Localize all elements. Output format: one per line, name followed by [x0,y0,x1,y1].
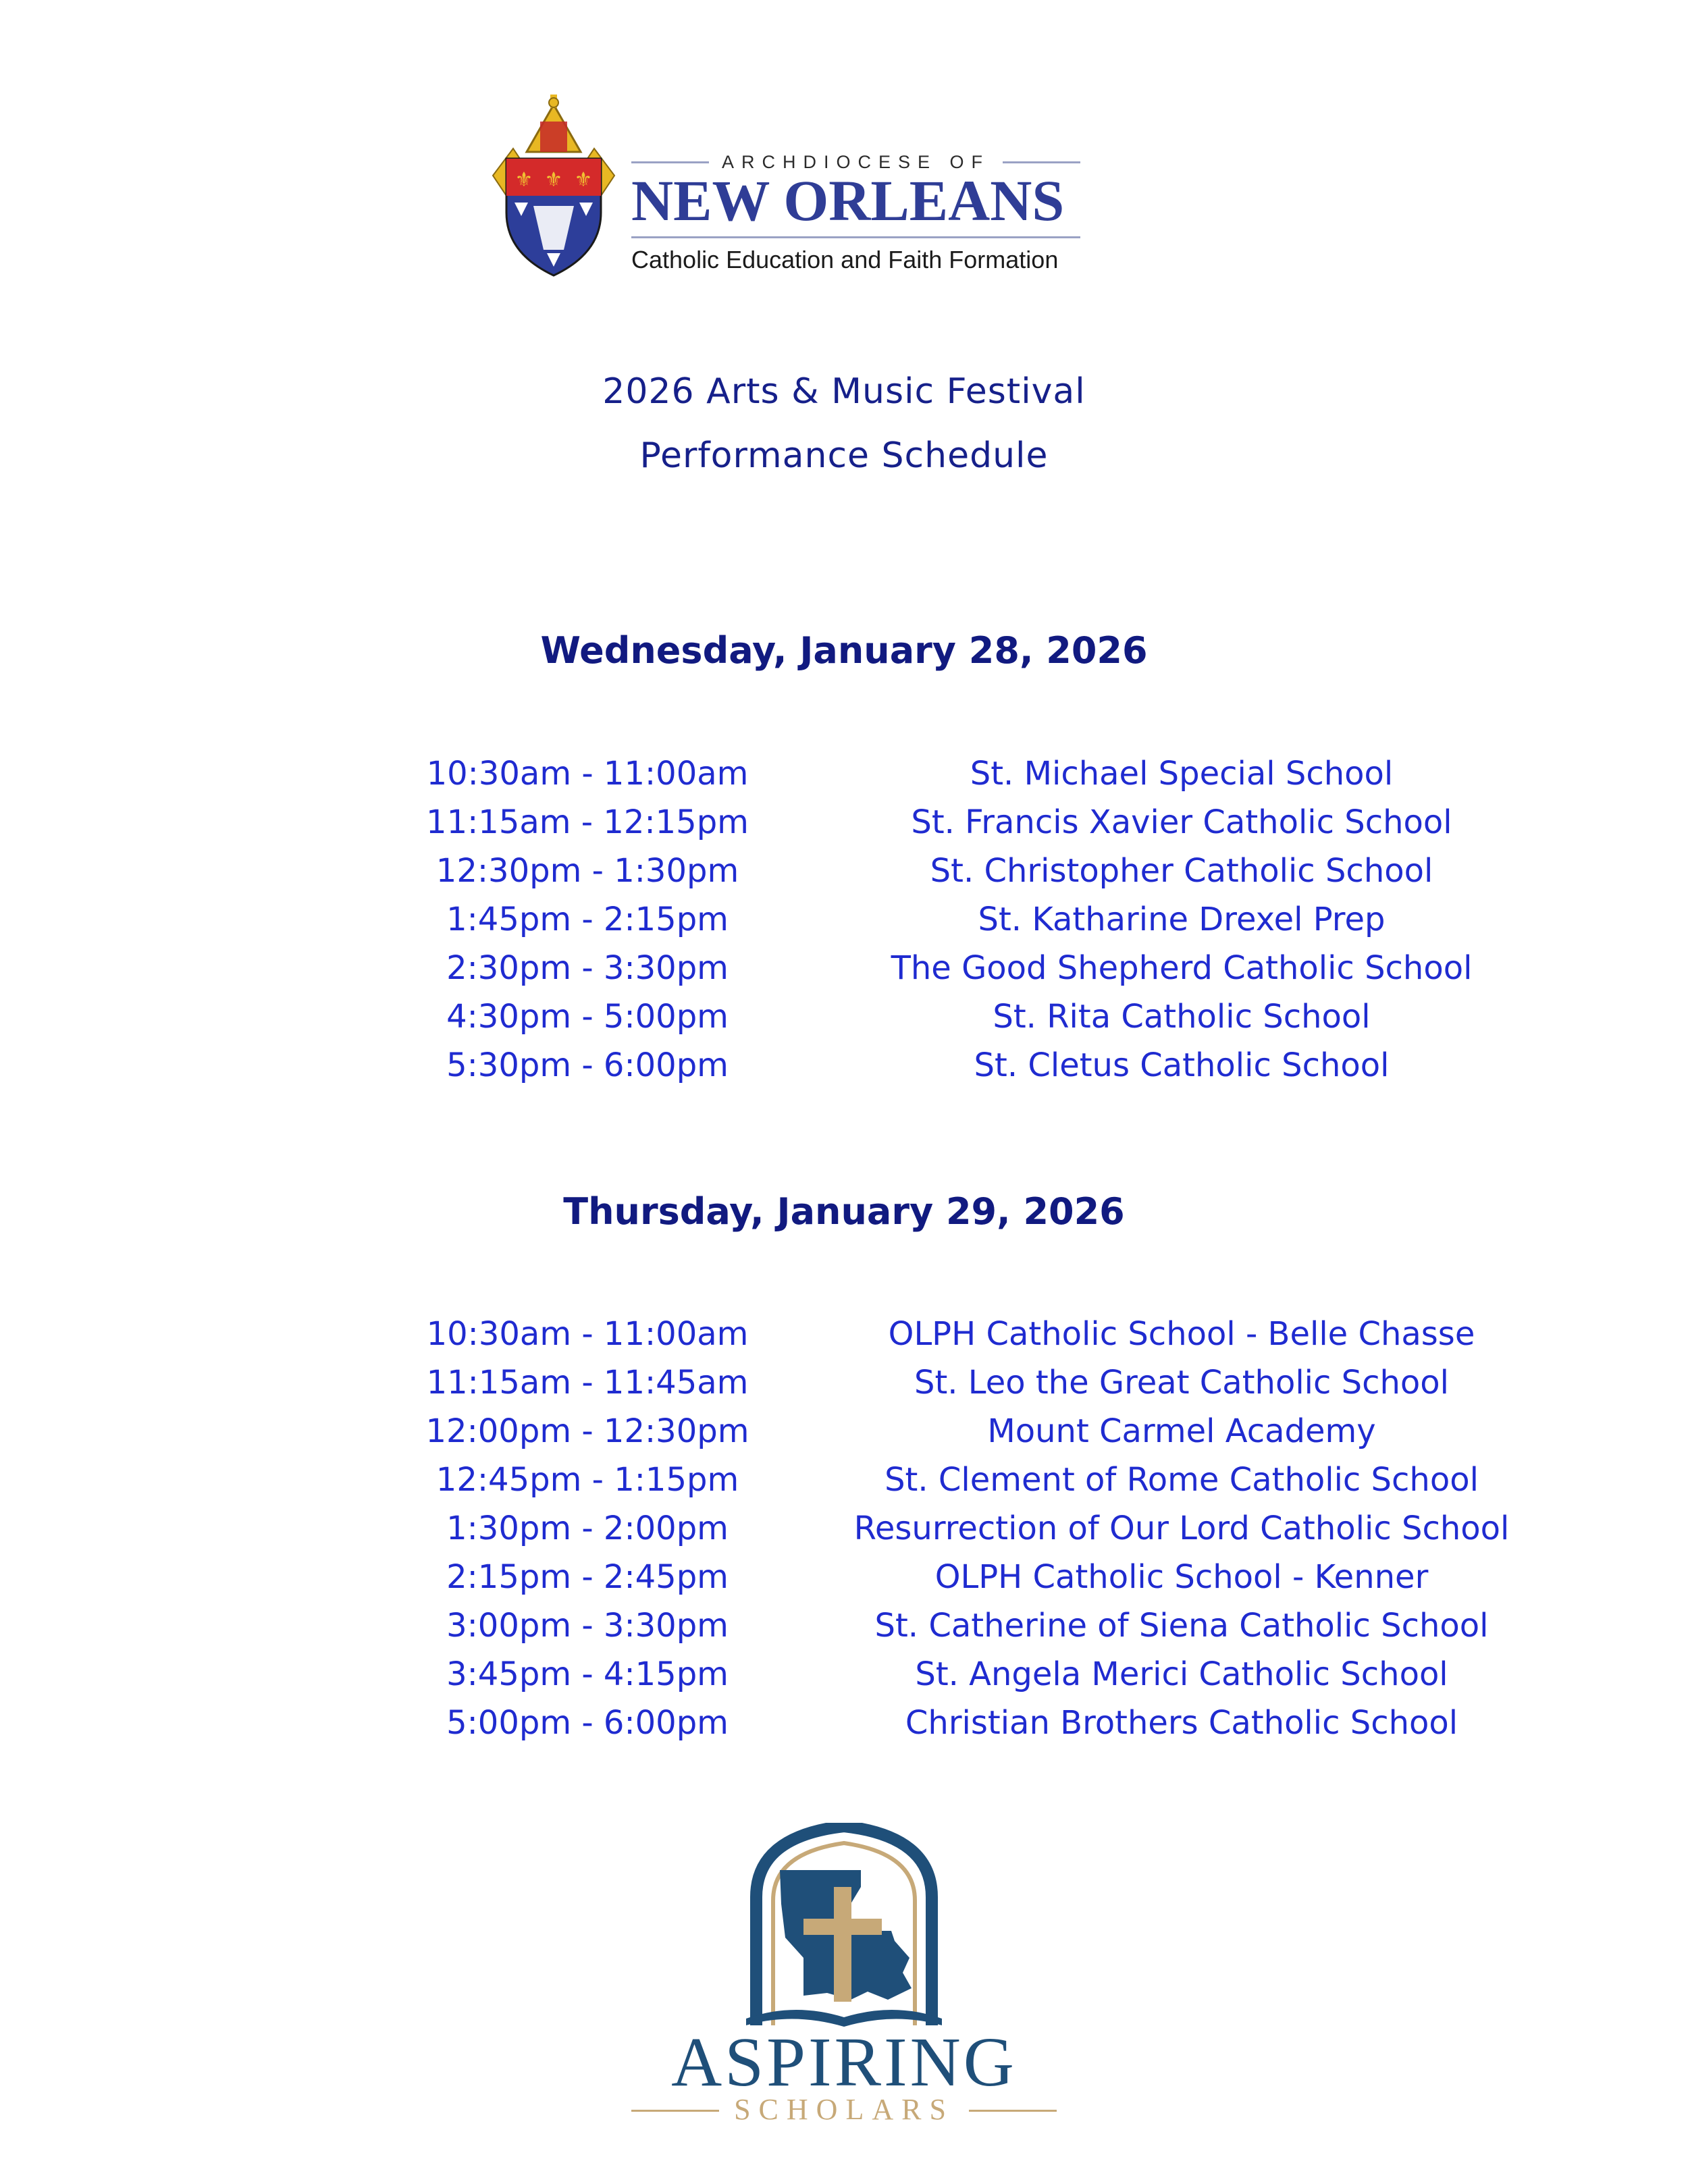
school-name: St. Angela Merici Catholic School [915,1655,1448,1693]
day-heading-thursday: Thursday, January 29, 2026 [563,1190,1125,1233]
schedule-title: Performance Schedule [639,435,1049,476]
time-slot: 2:15pm - 2:45pm [446,1558,729,1596]
scholars-rule-right [969,2110,1057,2112]
schedule-row [0,1699,1688,1747]
time-slot: 1:30pm - 2:00pm [446,1510,729,1547]
archdiocese-label: ARCHDIOCESE OF [631,149,1080,176]
schedule-row [0,992,1688,1041]
schedule-row [0,895,1688,944]
archdiocese-logo [486,95,1094,284]
aspiring-wordmark: ASPIRING [671,2023,1017,2101]
schedule-row [0,749,1688,798]
schedule-row [0,1456,1688,1504]
time-slot: 10:30am - 11:00am [426,1315,749,1353]
time-slot: 2:30pm - 3:30pm [446,949,729,987]
festival-title: 2026 Arts & Music Festival [602,371,1086,412]
time-slot: 4:30pm - 5:00pm [446,998,729,1036]
schedule-row [0,1650,1688,1699]
time-slot: 5:00pm - 6:00pm [446,1704,729,1742]
day-heading-wednesday: Wednesday, January 28, 2026 [540,629,1148,672]
school-name: The Good Shepherd Catholic School [891,949,1473,987]
time-slot: 3:45pm - 4:15pm [446,1655,729,1693]
school-name: OLPH Catholic School - Belle Chasse [888,1315,1475,1353]
svg-text:⚜: ⚜ [574,168,593,192]
school-name: St. Katharine Drexel Prep [978,901,1386,938]
time-slot: 5:30pm - 6:00pm [446,1046,729,1084]
schedule-row [0,798,1688,847]
schedule-row [0,847,1688,895]
school-name: Resurrection of Our Lord Catholic School [853,1510,1510,1547]
time-slot: 12:45pm - 1:15pm [436,1461,739,1499]
archdiocese-name: NEW ORLEANS [631,168,1065,233]
school-name: Christian Brothers Catholic School [905,1704,1458,1742]
schedule-row [0,1407,1688,1456]
school-name: St. Rita Catholic School [993,998,1371,1036]
schedule-row [0,1504,1688,1553]
school-name: St. Catherine of Siena Catholic School [874,1607,1489,1645]
school-name: St. Clement of Rome Catholic School [885,1461,1479,1499]
schedule-row [0,1310,1688,1358]
school-name: OLPH Catholic School - Kenner [934,1558,1429,1596]
schedule-row [0,1041,1688,1090]
school-name: St. Christopher Catholic School [930,852,1433,890]
louisiana-cross-emblem-icon [726,1823,962,2032]
aspiring-scholars-logo [628,1823,1060,2133]
archdiocese-crest-icon [486,95,621,280]
school-name: St. Michael Special School [970,755,1394,793]
archdiocese-divider [631,236,1080,238]
time-slot: 12:30pm - 1:30pm [436,852,739,890]
time-slot: 11:15am - 11:45am [426,1364,749,1402]
time-slot: 12:00pm - 12:30pm [425,1412,749,1450]
scholars-wordmark: SCHOLARS [734,2093,954,2126]
schedule-row [0,1358,1688,1407]
school-name: St. Francis Xavier Catholic School [911,803,1452,841]
time-slot: 3:00pm - 3:30pm [446,1607,729,1645]
school-name: Mount Carmel Academy [987,1412,1376,1450]
time-slot: 1:45pm - 2:15pm [446,901,729,938]
school-name: St. Leo the Great Catholic School [914,1364,1449,1402]
svg-text:⚜: ⚜ [544,168,563,192]
school-name: St. Cletus Catholic School [974,1046,1390,1084]
time-slot: 11:15am - 12:15pm [426,803,749,841]
schedule-row [0,1553,1688,1601]
schedule-row [0,1601,1688,1650]
time-slot: 10:30am - 11:00am [426,755,749,793]
schedule-row [0,944,1688,992]
archdiocese-subtitle: Catholic Education and Faith Formation [631,246,1059,273]
svg-text:⚜: ⚜ [515,168,533,192]
